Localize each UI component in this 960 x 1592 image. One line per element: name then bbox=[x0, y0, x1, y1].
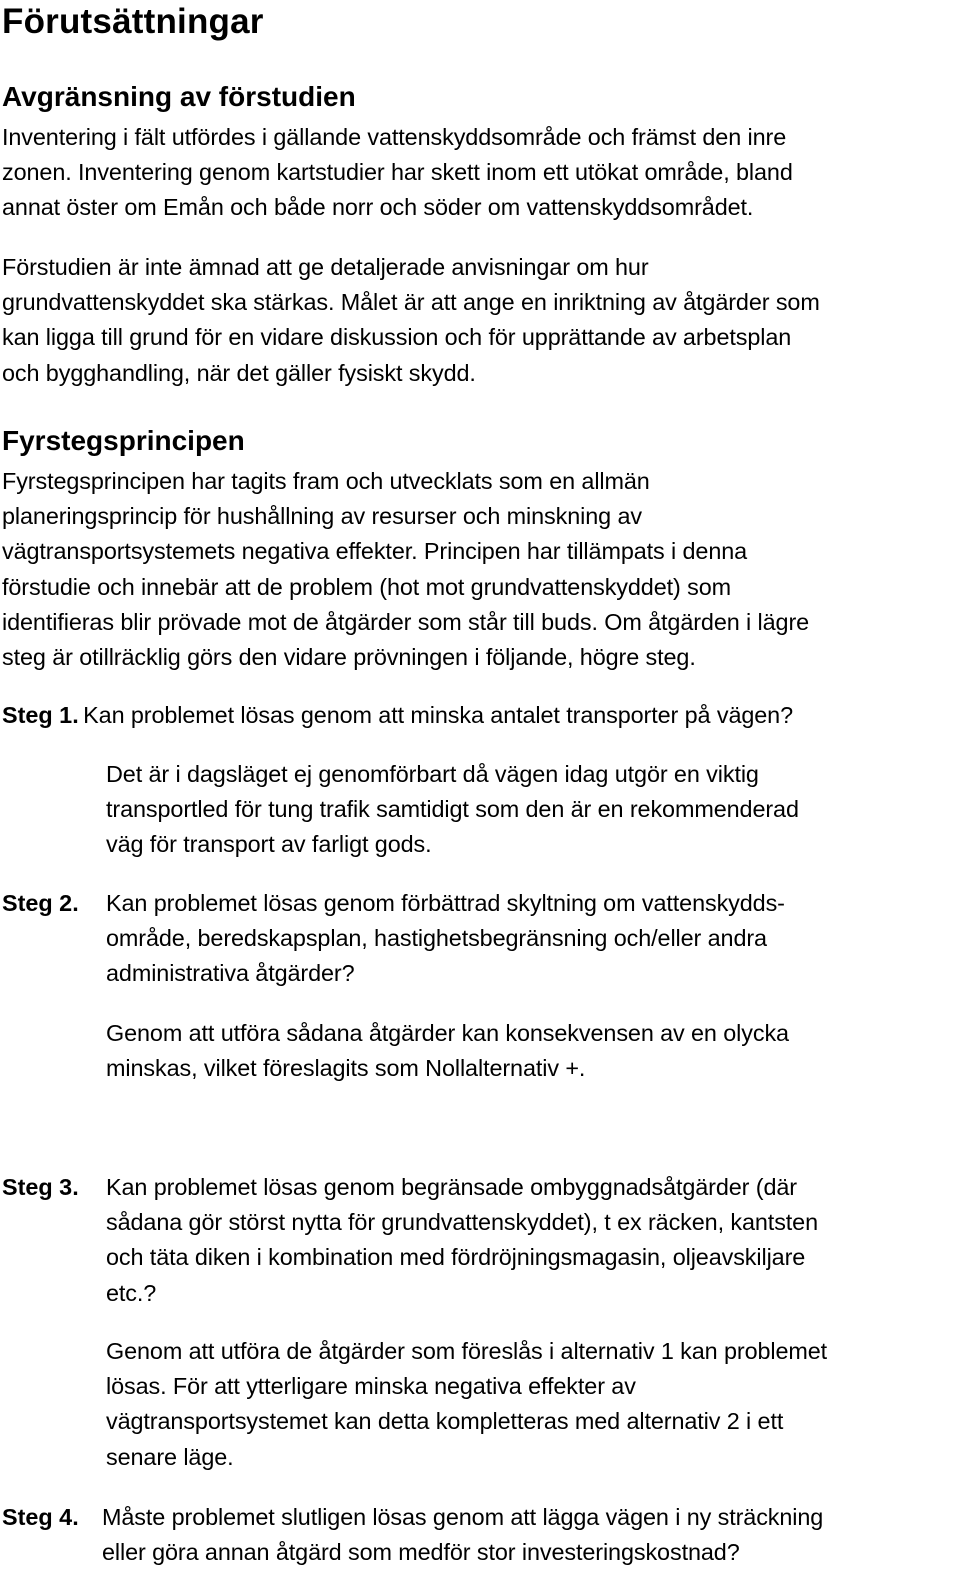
text-line: Måste problemet slutligen lösas genom att lägga vägen i ny sträckning bbox=[102, 1504, 824, 1530]
text-line: område, beredskapsplan, hastighetsbegränsning och/eller andra bbox=[106, 925, 767, 952]
text-line: steg är otillräcklig görs den vidare prövningen i följande, högre steg. bbox=[2, 644, 696, 671]
text-line: zonen. Inventering genom kartstudier har skett inom ett utökat område, bland bbox=[2, 159, 793, 186]
step-label: Steg 4. bbox=[2, 1504, 79, 1530]
text-line: grundvattenskyddet ska stärkas. Målet är att ange en inriktning av åtgärder som bbox=[2, 289, 820, 316]
text-line: administrativa åtgärder? bbox=[106, 960, 355, 987]
text-line: Förstudien är inte ämnad att ge detaljerade anvisningar om hur bbox=[2, 254, 649, 280]
text-line: och täta diken i kombination med fördröjningsmagasin, oljeavskiljare bbox=[106, 1244, 806, 1271]
text-line: Fyrstegsprincipen har tagits fram och utvecklats som en allmän bbox=[2, 468, 650, 494]
text-line: etc.? bbox=[106, 1279, 157, 1306]
text-line: Kan problemet lösas genom förbättrad skyltning om vattenskydds- bbox=[106, 890, 785, 916]
text-line: sådana gör störst nytta för grundvattenskyddet), t ex räcken, kantsten bbox=[106, 1209, 819, 1236]
text-line: vägtransportsystemet kan detta kompletteras med alternativ 2 i ett bbox=[106, 1408, 784, 1435]
text-line: Genom att utföra sådana åtgärder kan konsekvensen av en olycka bbox=[106, 1020, 789, 1046]
step-4-question bbox=[102, 1500, 823, 1570]
text-line: lösas. För att ytterligare minska negativa effekter av bbox=[106, 1373, 636, 1400]
step-label: Steg 3. bbox=[2, 1174, 79, 1200]
step-label: Steg 1. bbox=[2, 702, 79, 728]
step-1 bbox=[2, 698, 793, 733]
text-line: förstudie och innebär att de problem (hot mot grundvattenskyddet) som bbox=[2, 573, 732, 600]
text-line: Kan problemet lösas genom begränsade ombyggnadsåtgärder (där bbox=[106, 1174, 797, 1200]
text-line: kan ligga till grund för en vidare diskussion och för upprättande av arbetsplan bbox=[2, 324, 792, 351]
step-2-answer bbox=[106, 1016, 789, 1086]
text-line: transportled för tung trafik samtidigt som den är en rekommenderad bbox=[106, 796, 799, 823]
section-heading-avgransning: Avgränsning av förstudien bbox=[2, 81, 356, 112]
text-line: senare läge. bbox=[106, 1443, 234, 1470]
paragraph-avgransning-2 bbox=[2, 250, 820, 391]
step-2-question bbox=[106, 886, 785, 992]
step-1-answer bbox=[106, 757, 799, 863]
text-line: planeringsprincip för hushållning av resurser och minskning av bbox=[2, 503, 642, 530]
paragraph-avgransning-1 bbox=[2, 120, 793, 226]
text-line: minskas, vilket föreslagits som Nollalternativ +. bbox=[106, 1055, 586, 1082]
text-line: Inventering i fält utfördes i gällande vattenskyddsområde och främst den inre bbox=[2, 124, 787, 150]
text-line: identifieras blir prövade mot de åtgärder som står till buds. Om åtgärden i lägre bbox=[2, 608, 810, 635]
paragraph-fyrsteg bbox=[2, 464, 809, 675]
text-line: annat öster om Emån och både norr och söder om vattenskyddsområdet. bbox=[2, 194, 754, 221]
section-heading-fyrsteg: Fyrstegsprincipen bbox=[2, 425, 245, 456]
step-question: Kan problemet lösas genom att minska antalet transporter på vägen? bbox=[83, 702, 793, 728]
text-line: väg för transport av farligt gods. bbox=[106, 831, 432, 858]
step-3-answer bbox=[106, 1334, 827, 1475]
step-label: Steg 2. bbox=[2, 890, 79, 916]
text-line: Det är i dagsläget ej genomförbart då vägen idag utgör en viktig bbox=[106, 761, 759, 787]
text-line: vägtransportsystemets negativa effekter. Principen har tillämpats i denna bbox=[2, 538, 748, 565]
text-line: eller göra annan åtgärd som medför stor investeringskostnad? bbox=[102, 1539, 740, 1566]
text-line: Genom att utföra de åtgärder som föreslås i alternativ 1 kan problemet bbox=[106, 1338, 828, 1364]
text-line: och bygghandling, när det gäller fysiskt skydd. bbox=[2, 359, 476, 386]
page-title: Förutsättningar bbox=[2, 2, 264, 41]
step-3-question bbox=[106, 1170, 818, 1311]
